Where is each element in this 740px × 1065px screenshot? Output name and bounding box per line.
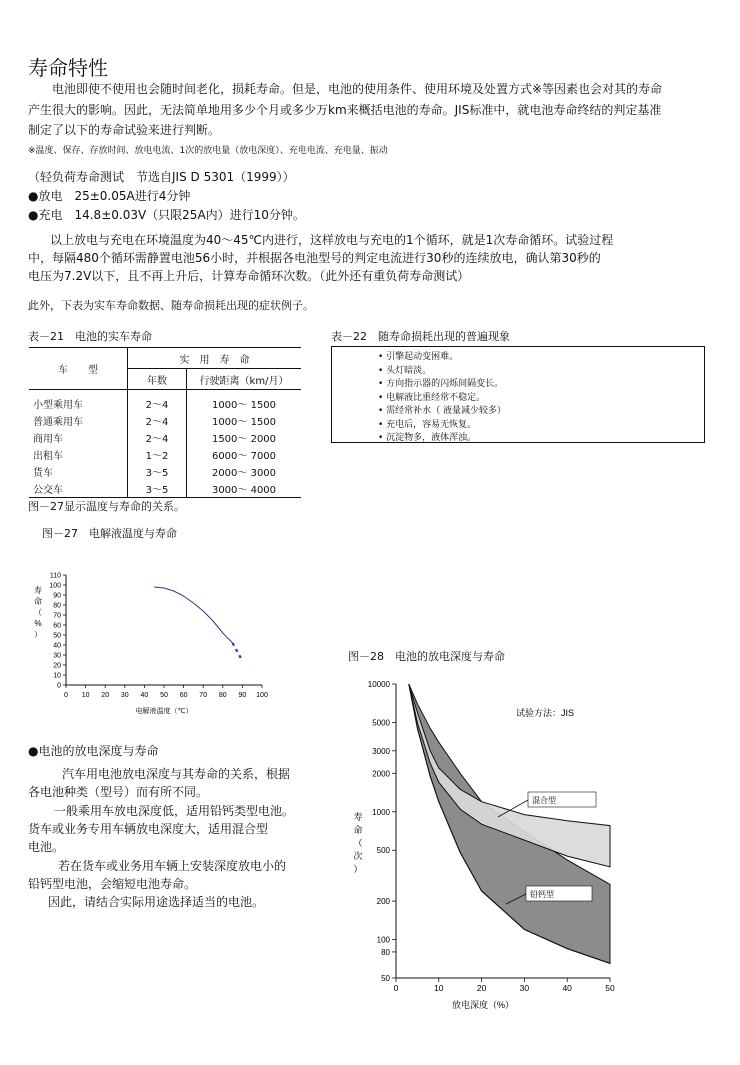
intro-line-3: 制定了以下的寿命试验来进行判断。 [28, 123, 221, 137]
x-tick-label: 20 [101, 692, 110, 699]
y-axis-label-char: % [34, 619, 42, 628]
cell-distance: 3000～ 4000 [187, 480, 302, 498]
cycle-line-1: 以上放电与充电在环境温度为40～45℃内进行，这样放电与充电的1个循环，就是1次寿命循环。试验过程 [50, 233, 614, 247]
list-item: • 引擎起动变困难。 [378, 351, 704, 365]
y-tick-label: 50 [53, 632, 61, 640]
table22-caption: 表－22 随寿命损耗出现的普遍现象 [331, 330, 510, 343]
symptom-list [378, 351, 704, 446]
list-item: • 方向指示器的闪烁间隔变长。 [378, 378, 704, 392]
y-tick-label: 20 [53, 662, 61, 670]
x-tick-label: 0 [393, 983, 399, 993]
list-item: • 需经常补水（ 液量减少较多） [378, 405, 704, 419]
y-tick-label: 3000 [372, 746, 390, 756]
y-tick-label: 100 [49, 582, 61, 590]
cycle-line-3: 电压为7.2V以下，且不再上升后，计算寿命循环次数。（此外还有重负荷寿命测试） [28, 269, 470, 283]
y-tick-label: 1000 [372, 807, 390, 817]
list-item: • 电解液比重经常不稳定。 [378, 392, 704, 406]
table-row [29, 412, 301, 429]
list-item: • 头灯暗淡。 [378, 365, 704, 379]
table21 [29, 347, 301, 498]
dod-p2c: 电池。 [28, 840, 65, 854]
x-tick-label: 70 [199, 692, 208, 699]
intro-note: ※温度、保存、存放时间、放电电流、1次的放电量（放电深度）、充电电流、充电量、振动 [28, 146, 388, 156]
cell-years: 2～4 [128, 412, 187, 429]
list-item: • 沉淀物多，液体浑浊。 [378, 432, 704, 446]
cell-distance: 1000～ 1500 [211, 400, 277, 411]
discharge-spec: ●放电 25±0.05A进行4分钟 [28, 189, 191, 203]
table21-caption: 表－21 电池的实车寿命 [28, 330, 152, 343]
legend-lead-calcium-label: 铅钙型 [530, 890, 554, 899]
table-row [29, 463, 301, 480]
dod-p2b: 货车或业务专用车辆放电深度大，适用混合型 [28, 822, 269, 836]
cell-years: 3～5 [128, 463, 187, 480]
x-axis-label: 放电深度（%） [451, 1000, 515, 1010]
y-axis-label-char: 寿 [34, 586, 42, 595]
col-years-header: 年数 [128, 369, 187, 390]
cell-distance: 1500～ 2000 [211, 434, 277, 445]
y-tick-label: 50 [381, 974, 390, 983]
series-line-1 [233, 643, 243, 661]
dod-heading: ●电池的放电深度与寿命 [28, 744, 159, 758]
table22 [331, 346, 705, 443]
x-tick-label: 10 [434, 983, 444, 993]
cycle-line-2: 中，每隔480个循环需静置电池56小时，并根据各电池型号的判定电流进行30秒的连续放电，确认第30秒的 [28, 251, 601, 265]
y-tick-label: 40 [53, 642, 61, 650]
y-axis-label-char: ） [34, 630, 42, 639]
discharge-depth-life-chart [340, 672, 630, 1012]
x-tick-label: 40 [140, 692, 149, 699]
table21-body [29, 390, 301, 498]
also-text: 此外，下表为实车寿命数据、随寿命损耗出现的症状例子。 [28, 299, 314, 312]
cell-type: 普通乘用车 [29, 412, 128, 429]
y-tick-label: 100 [376, 935, 390, 945]
x-tick-label: 60 [179, 692, 188, 699]
y-axis-label-char: 命 [353, 825, 363, 835]
dod-p2a: 一般乘用车放电深度低，适用铅钙类型电池。 [54, 804, 295, 818]
x-tick-label: 40 [562, 983, 572, 993]
intro-line-1: 电池即使不使用也会随时间老化，损耗寿命。但是，电池的使用条件、使用环境及处置方式※等因素也会对其的寿命 [52, 82, 663, 96]
x-tick-label: 0 [64, 692, 68, 699]
cell-type: 商用车 [29, 429, 128, 446]
temperature-life-chart [28, 565, 308, 715]
cell-years: 1～2 [128, 446, 187, 463]
intro-line-2: 产生很大的影响。因此，无法简单地用多少个月或多少万km来概括电池的寿命。JIS标准中，就电池寿命终结的判定基准 [28, 103, 662, 117]
y-tick-label: 5000 [372, 718, 390, 728]
y-axis-label-char: ） [353, 864, 363, 874]
dod-p3b: 铅钙型电池，会缩短电池寿命。 [28, 877, 197, 891]
dod-p1b: 各电池种类（型号）而有所不同。 [28, 785, 209, 799]
table-row [29, 390, 301, 413]
fig27-caption: 图－27 电解液温度与寿命 [42, 527, 177, 540]
dod-p1a: 汽车用电池放电深度与其寿命的关系，根据 [62, 767, 291, 781]
cell-years: 2～4 [128, 429, 187, 446]
series-line-0 [154, 587, 232, 643]
cell-distance: 1000～ 1500 [211, 417, 277, 428]
x-tick-label: 90 [238, 692, 247, 699]
y-tick-label: 90 [53, 592, 61, 600]
cell-type: 小型乘用车 [29, 390, 128, 413]
y-tick-label: 110 [49, 572, 61, 580]
cell-type: 公交车 [29, 480, 128, 498]
col-type-header: 车 型 [29, 348, 128, 390]
fig27-reference: 图－27显示温度与寿命的关系。 [28, 500, 185, 513]
col-distance-header: 行驶距离（km/月） [187, 369, 302, 390]
light-load-heading: （轻负荷寿命测试 节选自JIS D 5301（1999）） [28, 170, 295, 184]
x-tick-label: 10 [81, 692, 90, 699]
table-row [29, 480, 301, 498]
x-tick-label: 50 [160, 692, 168, 699]
x-tick-label: 50 [605, 983, 615, 993]
cell-years: 3～5 [128, 480, 187, 498]
cell-type: 货车 [29, 463, 128, 480]
x-tick-label: 100 [256, 692, 268, 699]
table-row [29, 429, 301, 446]
y-axis-label-char: 寿 [353, 812, 363, 822]
col-life-header: 实 用 寿 命 [128, 348, 302, 369]
y-axis-label-char: （ [353, 838, 363, 848]
x-axis-label: 电解液温度（℃） [135, 708, 193, 715]
y-tick-label: 30 [53, 652, 61, 660]
x-tick-label: 30 [519, 983, 530, 993]
y-tick-label: 500 [376, 846, 390, 856]
y-tick-label: 80 [53, 602, 61, 610]
y-tick-label: 80 [381, 947, 390, 957]
cell-distance: 6000～ 7000 [211, 451, 277, 462]
y-tick-label: 2000 [372, 769, 390, 779]
dod-p4: 因此，请结合实际用途选择适当的电池。 [48, 895, 265, 909]
x-tick-label: 20 [476, 983, 487, 993]
x-tick-label: 30 [120, 692, 129, 699]
y-tick-label: 200 [376, 897, 390, 907]
page-title: 寿命特性 [28, 56, 108, 80]
dod-p3a: 若在货车或业务用车辆上安装深度放电小的 [58, 859, 287, 873]
charge-spec: ●充电 14.8±0.03V（只限25A内）进行10分钟。 [28, 208, 305, 222]
y-tick-label: 10000 [367, 680, 390, 689]
y-tick-label: 70 [53, 612, 61, 620]
x-tick-label: 80 [218, 692, 227, 699]
y-axis-label-char: 次 [353, 851, 363, 861]
cell-distance: 2000～ 3000 [211, 468, 277, 479]
fig28-caption: 图－28 电池的放电深度与寿命 [348, 650, 505, 663]
cell-type: 出租车 [29, 446, 128, 463]
table-row [29, 446, 301, 463]
list-item: • 充电后，容易无恢复。 [378, 419, 704, 433]
cell-years: 2～4 [128, 390, 187, 413]
y-tick-label: 10 [53, 672, 61, 680]
y-tick-label: 0 [57, 682, 61, 690]
legend-hybrid-label: 混合型 [532, 796, 556, 805]
chart-annotation: 试验方法：JIS [516, 708, 575, 718]
y-axis-label-char: （ [34, 608, 42, 617]
y-tick-label: 60 [53, 622, 61, 630]
y-axis-label-char: 命 [34, 597, 42, 606]
